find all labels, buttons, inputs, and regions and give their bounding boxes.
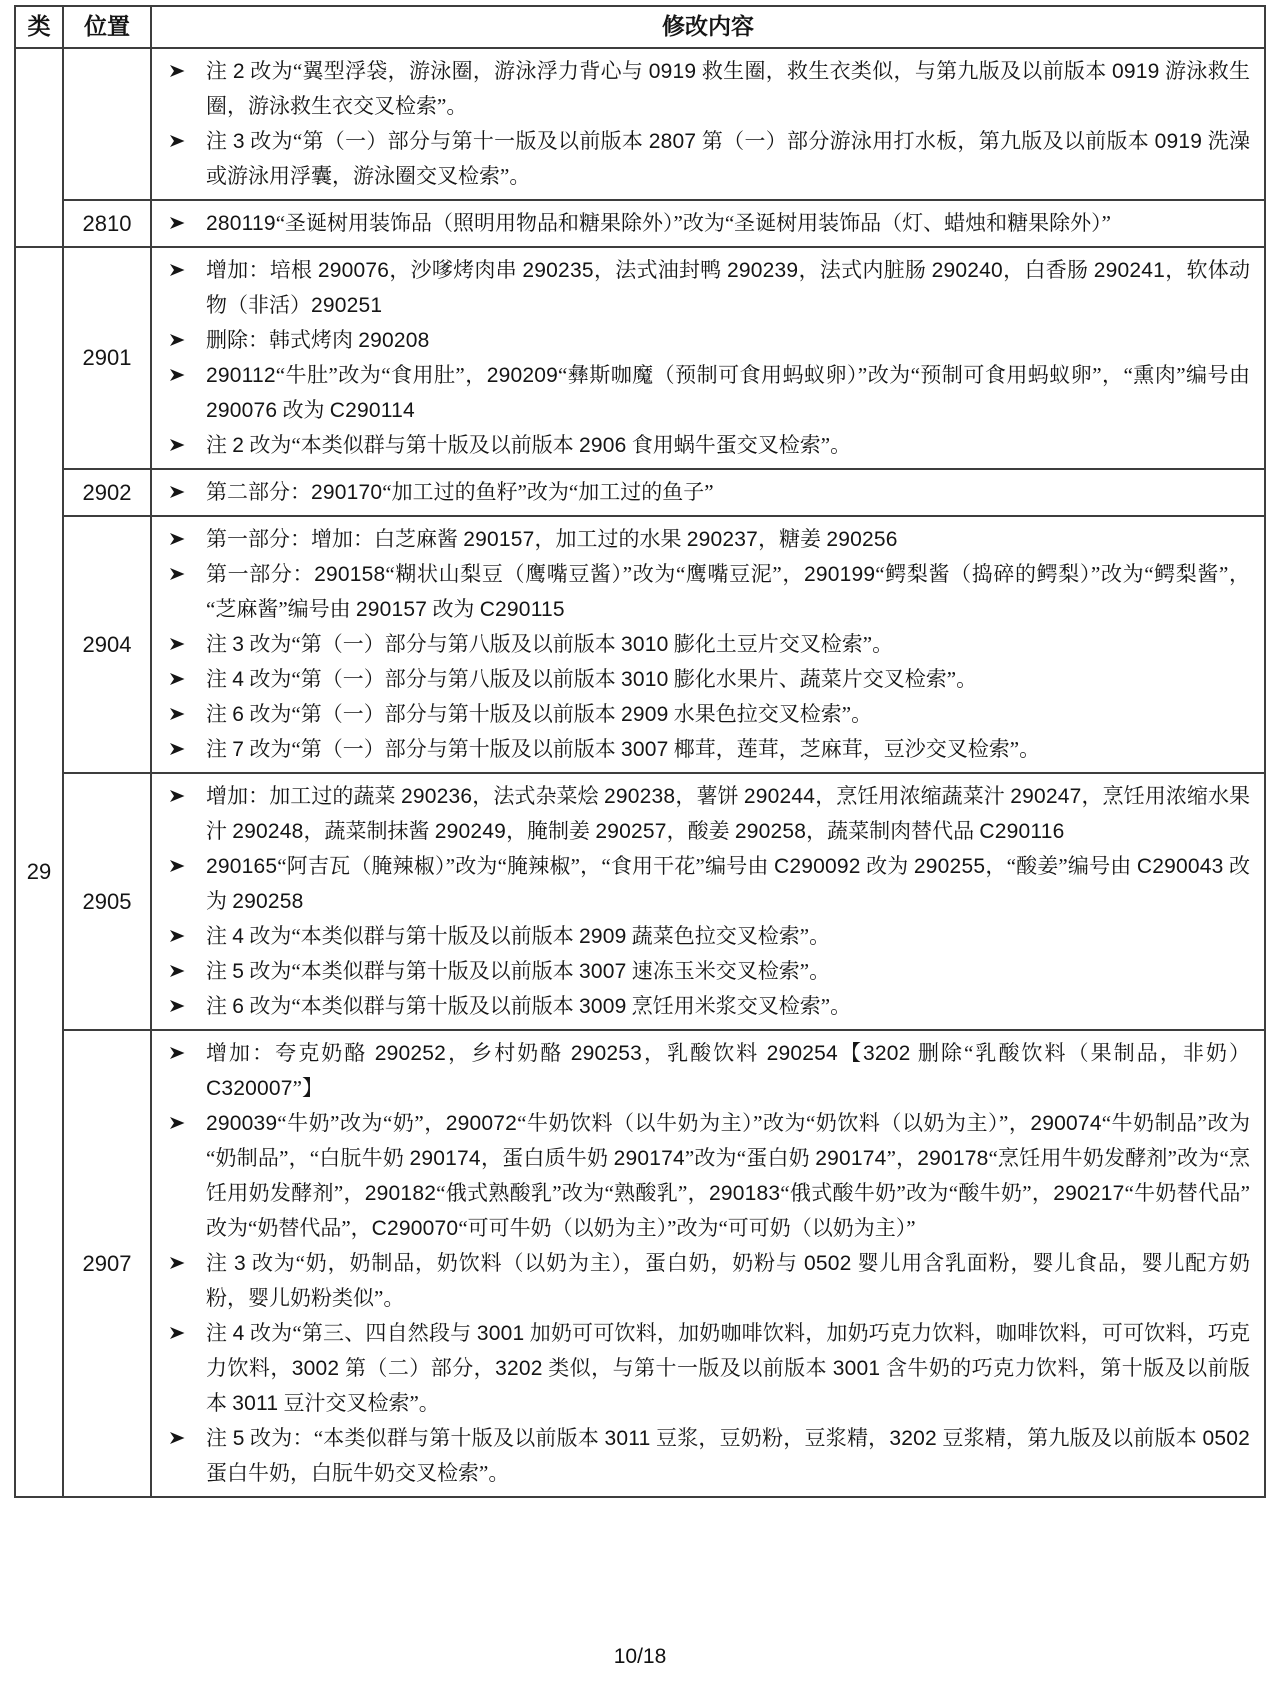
bullet-text: 注 4 改为“第三、四自然段与 3001 加奶可可饮料，加奶咖啡饮料，加奶巧克力饮料，咖啡饮料，可可饮料，巧克力饮料，3002 第（二）部分，3202 类似，与第十一版及以前版本 3001 含牛奶的巧克力饮料，第十版及以前版本 3011 豆汁交叉检索”。	[206, 1321, 1251, 1415]
bullet-text: 注 3 改为“第（一）部分与第十一版及以前版本 2807 第（一）部分游泳用打水板，第九版及以前版本 0919 洗澡或游泳用浮囊，游泳圈交叉检索”。	[206, 129, 1250, 188]
bullet-arrow-icon	[162, 358, 206, 383]
list-item	[162, 428, 1250, 463]
list-item	[162, 206, 1250, 241]
bullet-arrow-icon	[162, 1036, 206, 1061]
list-item	[162, 849, 1250, 919]
bullet-text: 增加：培根 290076，沙嗲烤肉串 290235，法式油封鸭 290239，法式内脏肠 290240，白香肠 290241，软体动物（非活）290251	[206, 258, 1251, 317]
bullet-text: 第一部分：增加：白芝麻酱 290157，加工过的水果 290237，糖姜 290256	[206, 527, 898, 551]
list-item	[162, 1106, 1250, 1246]
bullet-arrow-icon	[162, 954, 206, 979]
bullet-arrow-icon	[162, 557, 206, 582]
header-content: 修改内容	[151, 6, 1265, 48]
class-cell: 29	[15, 247, 63, 1497]
list-item	[162, 697, 1250, 732]
bullet-arrow-icon	[162, 732, 206, 757]
table-row	[15, 1030, 1265, 1497]
bullet-arrow-icon	[162, 54, 206, 79]
bullet-arrow-icon	[162, 919, 206, 944]
bullet-text: 280119“圣诞树用装饰品（照明用物品和糖果除外）”改为“圣诞树用装饰品（灯、蜡烛和糖果除外）”	[206, 211, 1111, 235]
position-cell: 2907	[63, 1030, 151, 1497]
bullet-arrow-icon	[162, 475, 206, 500]
bullet-arrow-icon	[162, 627, 206, 652]
table-row	[15, 773, 1265, 1030]
bullet-arrow-icon	[162, 662, 206, 687]
bullet-text: 注 3 改为“奶，奶制品，奶饮料（以奶为主），蛋白奶，奶粉与 0502 婴儿用含乳面粉，婴儿食品，婴儿配方奶粉，婴儿奶粉类似”。	[206, 1251, 1250, 1310]
list-item	[162, 124, 1250, 194]
list-item	[162, 1421, 1250, 1491]
position-cell: 2901	[63, 247, 151, 469]
bullet-text: 注 5 改为“本类似群与第十版及以前版本 3007 速冻玉米交叉检索”。	[206, 959, 831, 983]
bullet-text: 290039“牛奶”改为“奶”，290072“牛奶饮料（以牛奶为主）”改为“奶饮料（以奶为主）”，290074“牛奶制品”改为“奶制品”，“白朊牛奶 290174，蛋白质牛奶 290174”改为“蛋白奶 290174”，290178“烹饪用牛奶发酵剂”改为“烹饪用奶发酵剂”，290182“俄式熟酸乳”改为“熟酸乳”，290183“俄式酸牛奶”改为“酸牛奶”，290217“牛奶替代品”改为“奶替代品”，C290070“可可牛奶（以奶为主）”改为“可可奶（以奶为主）”	[206, 1111, 1250, 1240]
document-page	[0, 5, 1280, 1703]
table-row	[15, 200, 1265, 247]
bullet-arrow-icon	[162, 1106, 206, 1131]
bullet-text: 注 4 改为“第（一）部分与第八版及以前版本 3010 膨化水果片、蔬菜片交叉检索”。	[206, 667, 978, 691]
bullet-text: 注 7 改为“第（一）部分与第十版及以前版本 3007 椰茸，莲茸，芝麻茸，豆沙交叉检索”。	[206, 737, 1041, 761]
table-row	[15, 48, 1265, 200]
bullet-text: 增加：夸克奶酪 290252，乡村奶酪 290253，乳酸饮料 290254【3202 删除“乳酸饮料（果制品，非奶）C320007”】	[206, 1041, 1251, 1100]
content-cell	[151, 516, 1265, 773]
bullet-text: 290112“牛肚”改为“食用肚”，290209“彝斯咖魔（预制可食用蚂蚁卵）”改为“预制可食用蚂蚁卵”，“熏肉”编号由 290076 改为 C290114	[206, 363, 1250, 422]
bullet-arrow-icon	[162, 522, 206, 547]
list-item	[162, 732, 1250, 767]
position-cell: 2904	[63, 516, 151, 773]
list-item	[162, 779, 1250, 849]
content-cell	[151, 247, 1265, 469]
bullet-arrow-icon	[162, 253, 206, 278]
list-item	[162, 54, 1250, 124]
list-item	[162, 954, 1250, 989]
list-item	[162, 1246, 1250, 1316]
list-item	[162, 253, 1250, 323]
position-cell: 2810	[63, 200, 151, 247]
class-cell	[15, 48, 63, 247]
bullet-text: 第二部分：290170“加工过的鱼籽”改为“加工过的鱼子”	[206, 480, 714, 504]
bullet-arrow-icon	[162, 989, 206, 1014]
position-cell	[63, 48, 151, 200]
content-cell	[151, 48, 1265, 200]
bullet-text: 290165“阿吉瓦（腌辣椒）”改为“腌辣椒”，“食用干花”编号由 C290092 改为 290255，“酸姜”编号由 C290043 改为 290258	[206, 854, 1250, 913]
bullet-arrow-icon	[162, 1316, 206, 1341]
bullet-text: 注 6 改为“本类似群与第十版及以前版本 3009 烹饪用米浆交叉检索”。	[206, 994, 852, 1018]
bullet-arrow-icon	[162, 206, 206, 231]
table-row	[15, 469, 1265, 516]
modification-table	[14, 5, 1266, 1498]
bullet-text: 注 5 改为：“本类似群与第十版及以前版本 3011 豆浆，豆奶粉，豆浆精，3202 豆浆精，第九版及以前版本 0502 蛋白牛奶，白朊牛奶交叉检索”。	[206, 1426, 1251, 1485]
list-item	[162, 323, 1250, 358]
bullet-arrow-icon	[162, 697, 206, 722]
table-row	[15, 516, 1265, 773]
bullet-text: 注 2 改为“本类似群与第十版及以前版本 2906 食用蜗牛蛋交叉检索”。	[206, 433, 852, 457]
list-item	[162, 627, 1250, 662]
list-item	[162, 522, 1250, 557]
header-row	[15, 6, 1265, 48]
list-item	[162, 475, 1250, 510]
bullet-text: 注 3 改为“第（一）部分与第八版及以前版本 3010 膨化土豆片交叉检索”。	[206, 632, 894, 656]
list-item	[162, 557, 1250, 627]
bullet-arrow-icon	[162, 428, 206, 453]
position-cell: 2902	[63, 469, 151, 516]
page-number: 10/18	[613, 1645, 667, 1668]
bullet-text: 注 4 改为“本类似群与第十版及以前版本 2909 蔬菜色拉交叉检索”。	[206, 924, 831, 948]
content-cell	[151, 1030, 1265, 1497]
bullet-arrow-icon	[162, 323, 206, 348]
list-item	[162, 1316, 1250, 1421]
bullet-arrow-icon	[162, 849, 206, 874]
bullet-text: 增加：加工过的蔬菜 290236，法式杂菜烩 290238，薯饼 290244，烹饪用浓缩蔬菜汁 290247，烹饪用浓缩水果汁 290248，蔬菜制抹酱 290249，腌制姜 290257，酸姜 290258，蔬菜制肉替代品 C290116	[206, 784, 1251, 843]
content-cell	[151, 773, 1265, 1030]
table-row	[15, 247, 1265, 469]
bullet-text: 注 2 改为“翼型浮袋，游泳圈，游泳浮力背心与 0919 救生圈，救生衣类似，与第九版及以前版本 0919 游泳救生圈，游泳救生衣交叉检索”。	[206, 59, 1251, 118]
content-cell	[151, 469, 1265, 516]
bullet-arrow-icon	[162, 779, 206, 804]
list-item	[162, 358, 1250, 428]
header-position: 位置	[63, 6, 151, 48]
bullet-text: 删除：韩式烤肉 290208	[206, 328, 430, 352]
bullet-text: 第一部分：290158“糊状山梨豆（鹰嘴豆酱）”改为“鹰嘴豆泥”，290199“鳄梨酱（捣碎的鳄梨）”改为“鳄梨酱”，“芝麻酱”编号由 290157 改为 C290115	[206, 562, 1250, 621]
list-item	[162, 662, 1250, 697]
bullet-text: 注 6 改为“第（一）部分与第十版及以前版本 2909 水果色拉交叉检索”。	[206, 702, 873, 726]
bullet-arrow-icon	[162, 124, 206, 149]
position-cell: 2905	[63, 773, 151, 1030]
bullet-arrow-icon	[162, 1421, 206, 1446]
list-item	[162, 1036, 1250, 1106]
content-cell	[151, 200, 1265, 247]
header-class: 类	[15, 6, 63, 48]
bullet-arrow-icon	[162, 1246, 206, 1271]
list-item	[162, 989, 1250, 1024]
list-item	[162, 919, 1250, 954]
